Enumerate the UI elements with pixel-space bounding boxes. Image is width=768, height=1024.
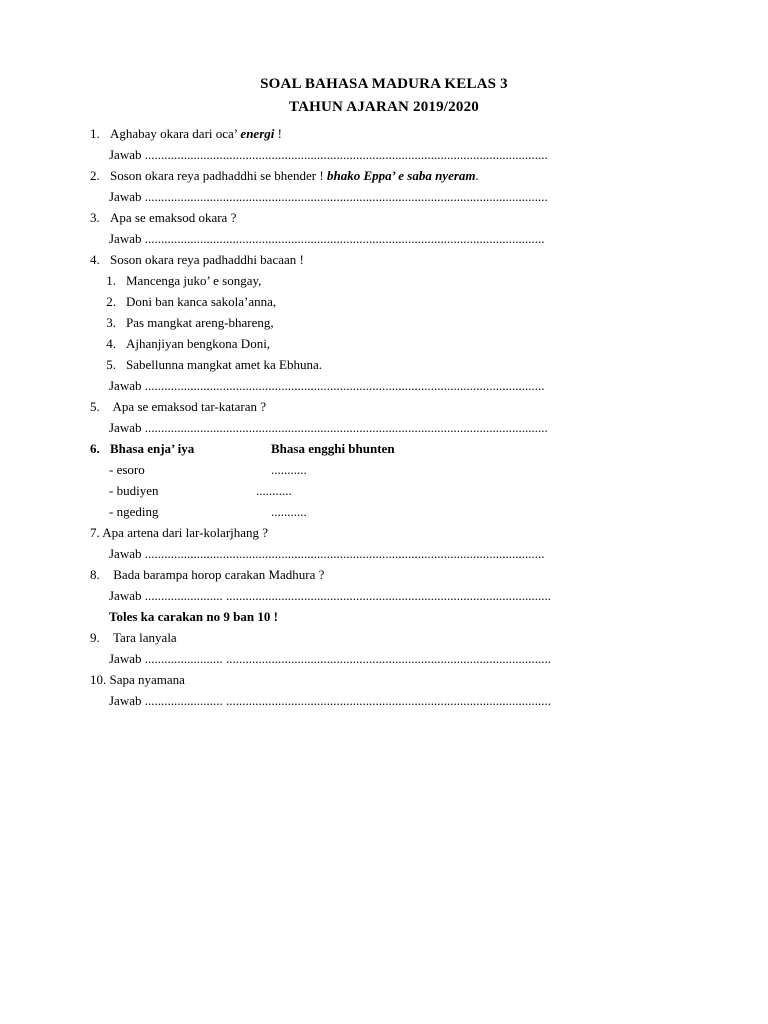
answer-line-9: Jawab ........................ .................................................................................................... bbox=[109, 651, 551, 666]
word-polite-blank: ........... bbox=[271, 504, 307, 519]
question-text: Tara lanyala bbox=[110, 630, 177, 645]
question-number: 1. bbox=[90, 126, 100, 141]
page-subtitle: TAHUN AJARAN 2019/2020 bbox=[289, 99, 479, 115]
question-number: 7. bbox=[90, 525, 100, 540]
question-10 bbox=[90, 672, 185, 688]
question-number: 6. bbox=[90, 441, 100, 456]
question-8 bbox=[90, 567, 324, 583]
question-5 bbox=[90, 399, 266, 415]
page-title: SOAL BAHASA MADURA KELAS 3 bbox=[260, 76, 508, 92]
instruction-text: Toles ka carakan no 9 ban 10 ! bbox=[109, 609, 278, 624]
answer-line-7: Jawab ........................................................................................................................... bbox=[109, 546, 545, 561]
answer-line-8: Jawab ........................ .................................................................................................... bbox=[109, 588, 551, 603]
word-ordinary: - esoro bbox=[109, 462, 145, 477]
answer-line-3: Jawab ........................................................................................................................... bbox=[109, 231, 545, 246]
question-number: 2. bbox=[90, 168, 100, 183]
question-text: Soson okara reya padhaddhi se bhender ! bbox=[110, 168, 327, 183]
column-header-ordinary: Bhasa enja’ iya bbox=[110, 441, 195, 456]
question-text: Apa se emaksod okara ? bbox=[110, 210, 237, 225]
question-1 bbox=[90, 126, 282, 142]
question-7 bbox=[90, 525, 268, 541]
word-ordinary: - ngeding bbox=[109, 504, 159, 519]
question-emphasis: bhako Eppa’ e saba nyeram bbox=[326, 168, 476, 183]
question-3 bbox=[90, 210, 236, 226]
question-number: 9. bbox=[90, 630, 100, 645]
answer-line-4: Jawab ........................................................................................................................... bbox=[109, 378, 545, 393]
answer-line-2: Jawab ............................................................................................................................ bbox=[109, 189, 548, 204]
question-2 bbox=[90, 168, 479, 184]
question-number: 3. bbox=[90, 210, 100, 225]
question-number: 4. bbox=[90, 252, 100, 267]
question-4 bbox=[90, 252, 304, 268]
question-text: Apa artena dari lar-kolarjhang ? bbox=[102, 525, 269, 540]
question-number: 10. bbox=[90, 672, 107, 687]
word-ordinary: - budiyen bbox=[109, 483, 159, 498]
question-text: Soson okara reya padhaddhi bacaan ! bbox=[110, 252, 304, 267]
question-number: 5. bbox=[90, 399, 100, 414]
list-item: 2. Doni ban kanca sakola’anna, bbox=[106, 294, 277, 309]
list-item: 5. Sabellunna mangkat amet ka Ebhuna. bbox=[106, 357, 323, 372]
question-text-end: ! bbox=[274, 126, 282, 141]
question-text: Aghabay okara dari oca’ bbox=[110, 126, 241, 141]
word-polite-blank: ........... bbox=[256, 483, 292, 498]
question-text-end: . bbox=[475, 168, 479, 183]
list-item: 3. Pas mangkat areng-bhareng, bbox=[106, 315, 274, 330]
word-polite-blank: ........... bbox=[271, 462, 307, 477]
question-text: Apa se emaksod tar-kataran ? bbox=[110, 399, 267, 414]
question-text: Sapa nyamana bbox=[109, 672, 185, 687]
column-header-polite: Bhasa engghi bhunten bbox=[271, 441, 395, 456]
question-9 bbox=[90, 630, 177, 646]
answer-line-1: Jawab ............................................................................................................................ bbox=[109, 147, 548, 162]
question-number: 8. bbox=[90, 567, 100, 582]
answer-line-5: Jawab ............................................................................................................................ bbox=[109, 420, 548, 435]
question-text: Bada barampa horop carakan Madhura ? bbox=[110, 567, 325, 582]
list-item: 4. Ajhanjiyan bengkona Doni, bbox=[106, 336, 271, 351]
question-emphasis: energi bbox=[240, 126, 275, 141]
list-item: 1. Mancenga juko’ e songay, bbox=[106, 273, 262, 288]
question-6 bbox=[90, 441, 194, 457]
answer-line-10: Jawab ........................ .................................................................................................... bbox=[109, 693, 551, 708]
